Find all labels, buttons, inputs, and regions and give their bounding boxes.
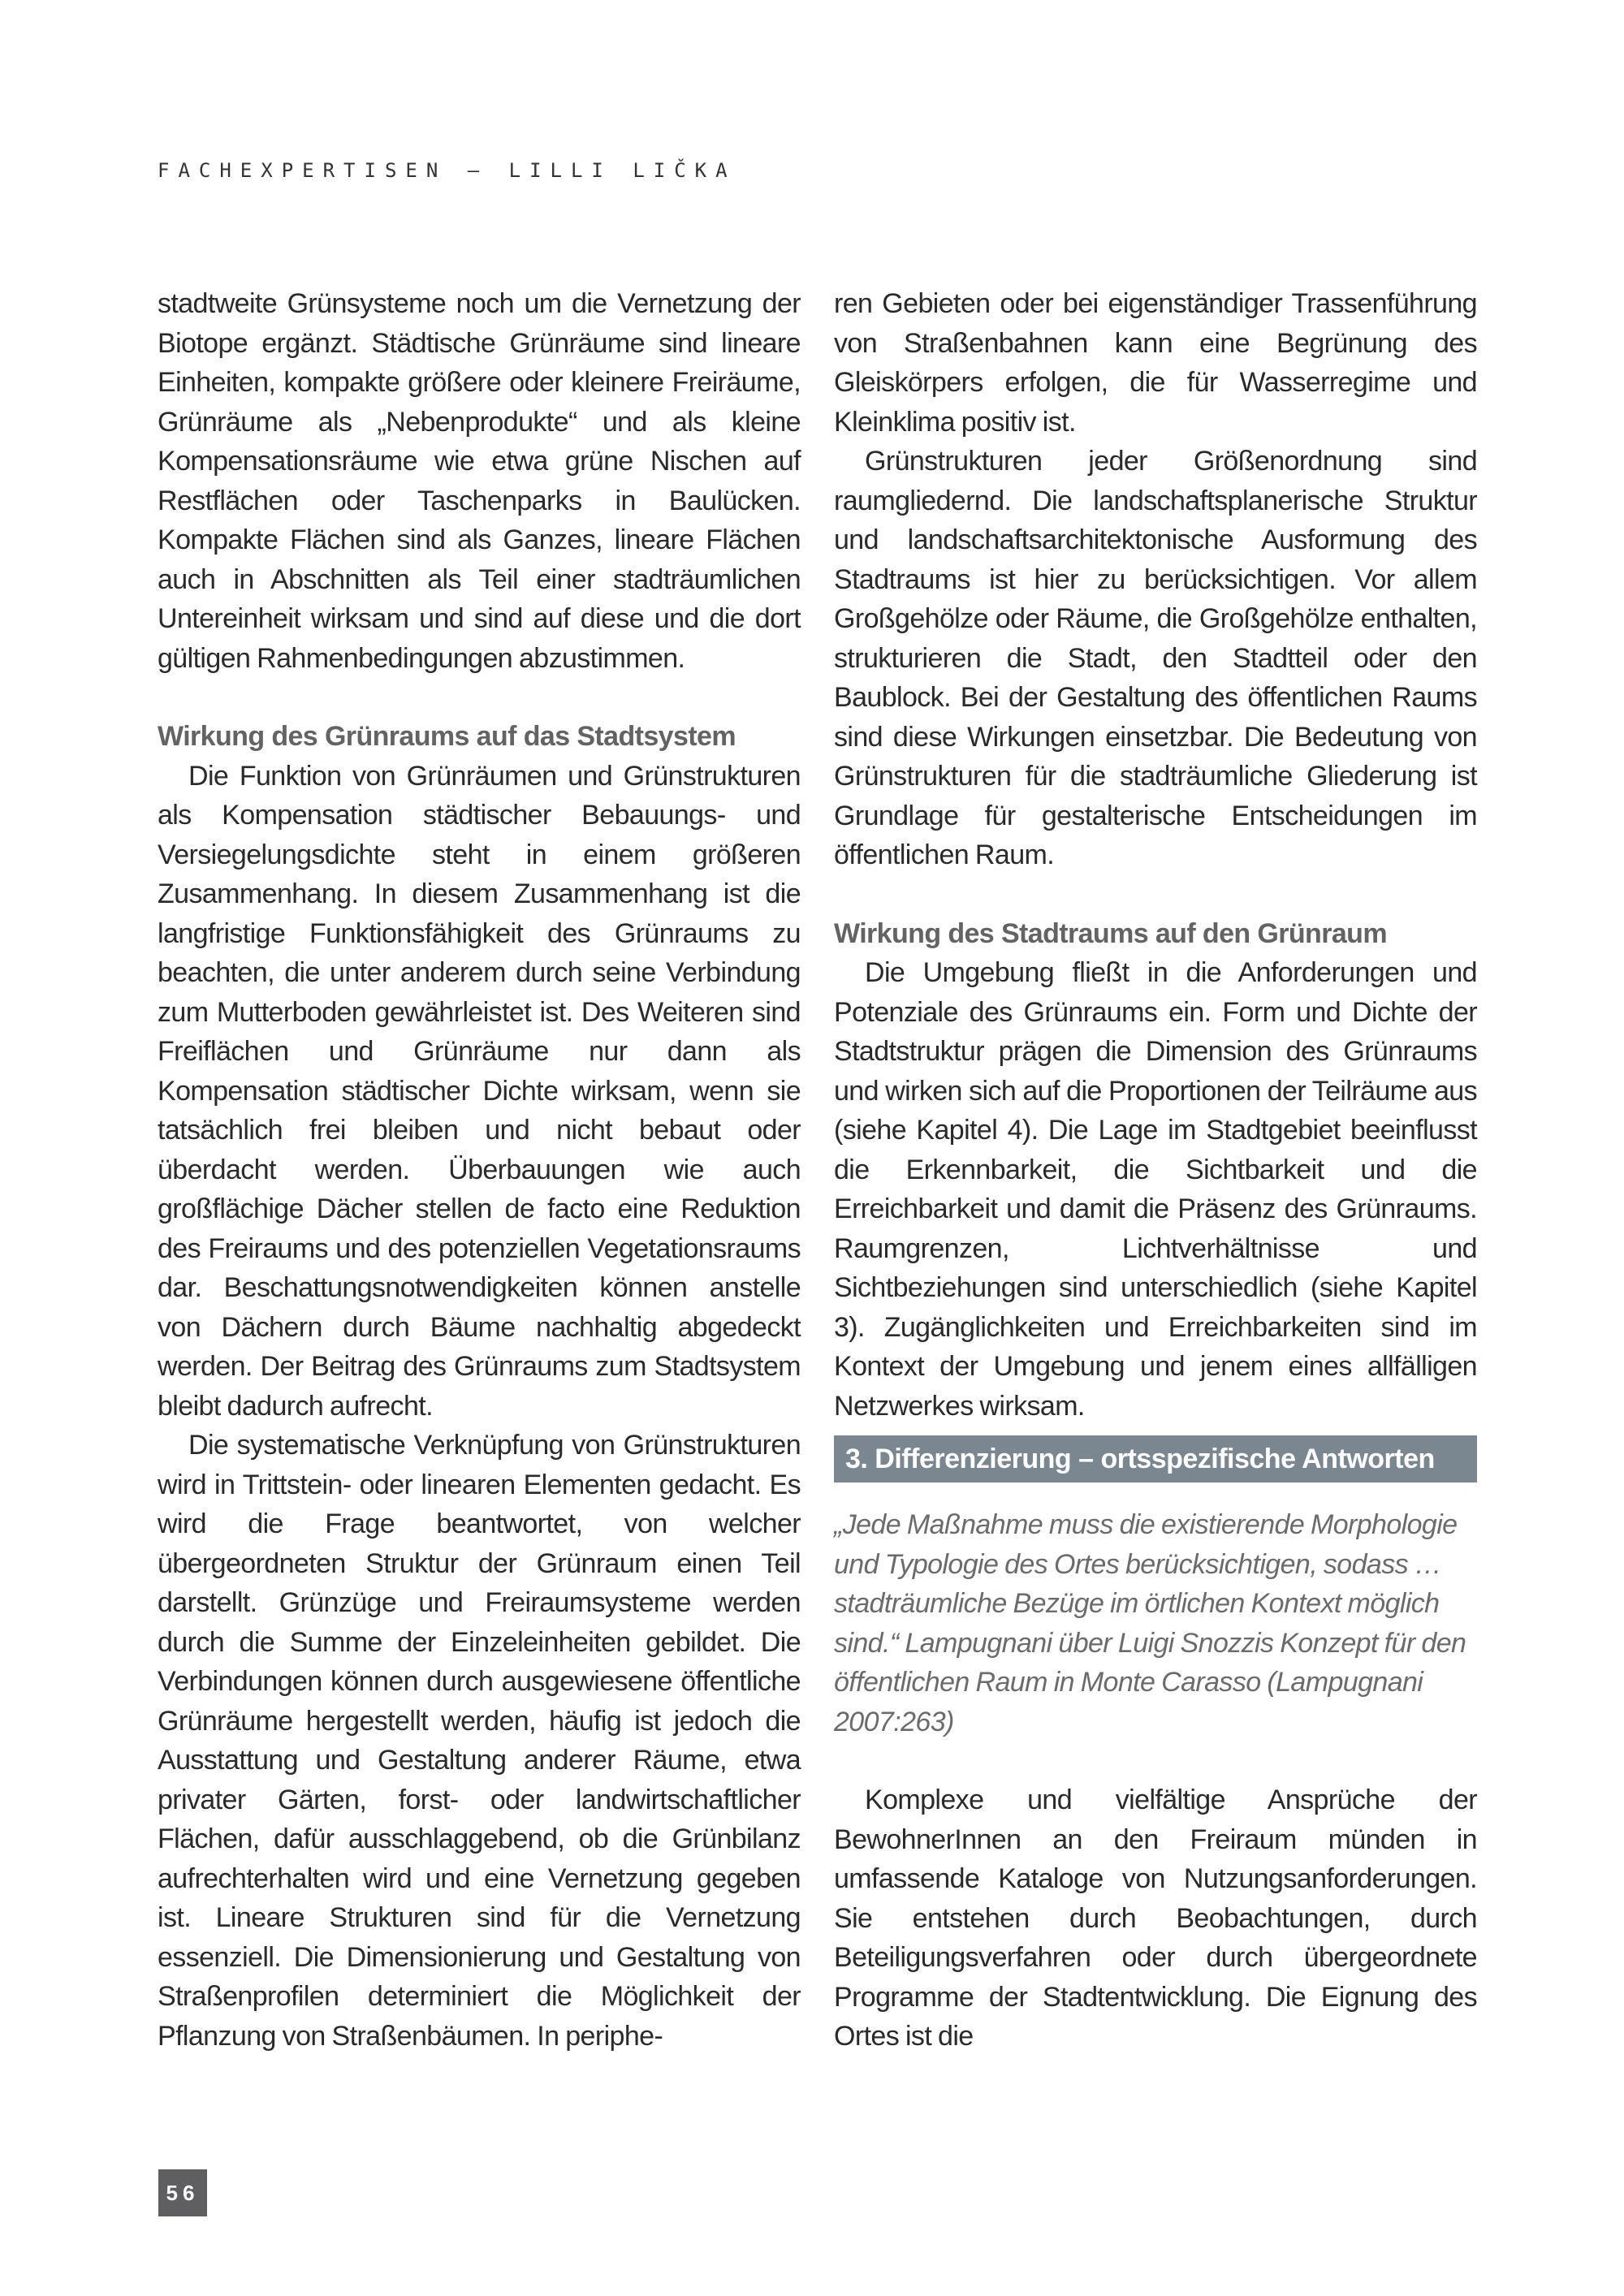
paragraph: Die Umgebung fließt in die Anforderungen und Potenziale des Grünraums ein. Form und Dichte der Stadtstruktur prägen die Dimension des Grünraums und wirken sich auf die Proportionen der Teilräume aus (siehe Kapitel 4). Die Lage im Stadtgebiet beeinflusst die Erkennbarkeit, die Sichtbarkeit und die Erreichbarkeit und damit die Präsenz des Grünraums. Raumgrenzen, Lichtverhältnisse und Sichtbeziehungen sind unterschiedlich (siehe Kapitel 3). Zugänglichkeiten und Erreichbarkeiten sind im Kontext der Umgebung und jenem eines allfälligen Netzwerkes wirksam. xyxy=(834,957,1477,1422)
paragraph: ren Gebieten oder bei eigenständiger Trassenführung von Straßenbahnen kann eine Begrünung des Gleiskörpers erfolgen, die für Wasserregime und Kleinklima positiv ist. xyxy=(834,288,1477,438)
spacer xyxy=(158,678,801,717)
paragraph: Grünstrukturen jeder Größenordnung sind raumgliedernd. Die landschaftsplanerische Struktur und landschaftsarchitektonische Ausformung des Stadtraums ist hier zu berücksichtigen. Vor allem Großgehölze oder Räume, die Großgehölze enthalten, strukturieren die Stadt, den Stadtteil oder den Baublock. Bei der Gestaltung des öffentlichen Raums sind diese Wirkungen einsetzbar. Die Bedeutung von Grünstrukturen für die stadträumliche Gliederung ist Grundlage für gestalterische Entscheidungen im öffentlichen Raum. xyxy=(834,446,1477,870)
subheading-green-space-effect: Wirkung des Grünraums auf das Stadtsystem xyxy=(158,721,736,752)
subheading-urban-space-effect: Wirkung des Stadtraums auf den Grünraum xyxy=(834,917,1387,949)
paragraph: Komplexe und vielfältige Ansprüche der BewohnerInnen an den Freiraum münden in umfassende Kataloge von Nutzungsanforderungen. Sie entstehen durch Beobachtungen, durch Beteiligungsverfahren oder durch übergeordnete Programme der Stadtentwicklung. Die Eignung des Ortes ist die xyxy=(834,1785,1477,2052)
spacer xyxy=(834,1741,1477,1780)
block-quote: „Jede Maßnahme muss die existierende Morphologie und Typologie des Ortes berücksichtigen, sodass … stadträumliche Bezüge im örtlichen Kontext möglich sind.“ Lampugnani über Luigi Snozzis Konzept für den öffentlichen Raum in Monte Carasso (Lampugnani 2007:263) xyxy=(834,1509,1466,1737)
right-column xyxy=(834,284,1477,2056)
running-head: FACHEXPERTISEN – LILLI LIČKA xyxy=(158,159,736,182)
page-number: 56 xyxy=(158,2169,207,2216)
spacer xyxy=(834,875,1477,914)
paragraph: stadtweite Grünsysteme noch um die Vernetzung der Biotope ergänzt. Städtische Grünräume sind lineare Einheiten, kompakte größere oder kleinere Freiräume, Grünräume als „Nebenprodukte“ und als kleine Kompensationsräume wie etwa grüne Nischen auf Restflächen oder Taschenparks in Baulücken. Kompakte Flächen sind als Ganzes, lineare Flächen auch in Abschnitten als Teil einer stadträumlichen Untereinheit wirksam und sind auf diese und die dort gültigen Rahmenbedingungen abzustimmen. xyxy=(158,288,801,674)
paragraph: Die Funktion von Grünräumen und Grünstrukturen als Kompensation städtischer Bebauungs- und Versiegelungsdichte steht in einem größeren Zusammenhang. In diesem Zusammenhang ist die langfristige Funktionsfähigkeit des Grünraums zu beachten, die unter anderem durch seine Verbindung zum Mutterboden gewährleistet ist. Des Weiteren sind Freiflächen und Grünräume nur dann als Kompensation städtischer Dichte wirksam, wenn sie tatsächlich frei bleiben und nicht bebaut oder überdacht werden. Überbauungen wie auch großflächige Dächer stellen de facto eine Reduktion des Freiraums und des potenziellen Vegetationsraums dar. Beschattungsnotwendigkeiten können anstelle von Dächern durch Bäume nachhaltig abgedeckt werden. Der Beitrag des Grünraums zum Stadtsystem bleibt dadurch aufrecht. xyxy=(158,760,801,1422)
paragraph: Die systematische Verknüpfung von Grünstrukturen wird in Trittstein- oder linearen Elementen gedacht. Es wird die Frage beantwortet, von welcher übergeordneten Struktur der Grünraum einen Teil darstellt. Grünzüge und Freiraumsysteme werden durch die Summe der Einzeleinheiten gebildet. Die Verbindungen können durch ausgewiesene öffentliche Grünräume hergestellt werden, häufig ist jedoch die Ausstattung und Gestaltung anderer Räume, etwa privater Gärten, forst- oder landwirtschaftlicher Flächen, dafür ausschlaggebend, ob die Grünbilanz aufrechterhalten wird und eine Vernetzung gegeben ist. Lineare Strukturen sind für die Vernetzung essenziell. Die Dimensionierung und Gestaltung von Straßenprofilen determiniert die Möglichkeit der Pflanzung von Straßenbäumen. In periphe- xyxy=(158,1430,801,2052)
left-column xyxy=(158,284,801,2056)
section-heading-bar: 3. Differenzierung – ortsspezifische Antworten xyxy=(834,1435,1477,1482)
